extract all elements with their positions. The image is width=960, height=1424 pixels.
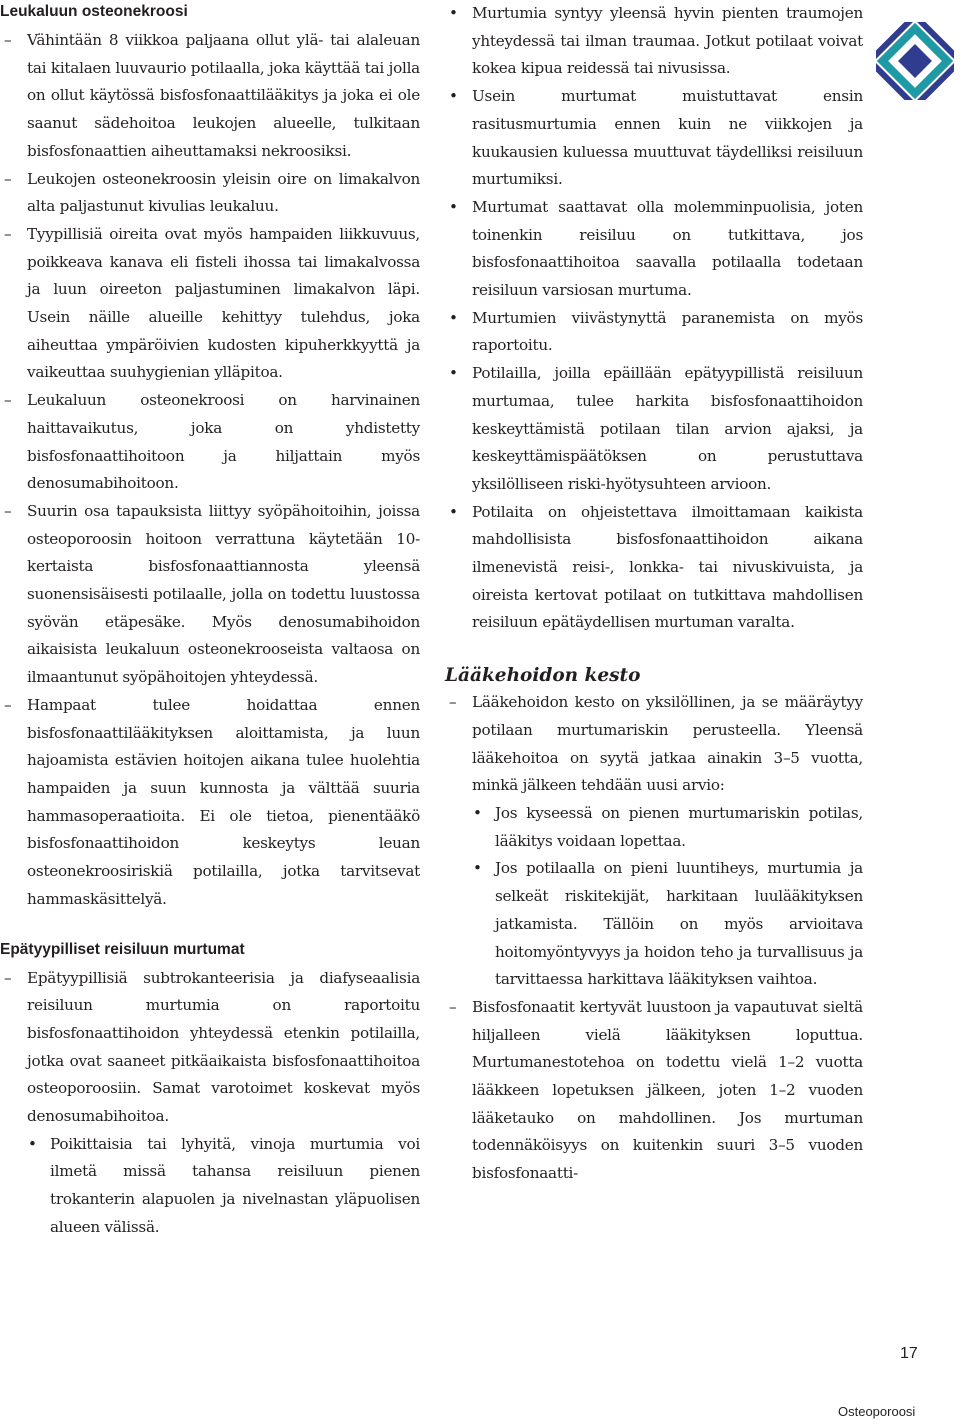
list-item bbox=[0, 221, 420, 387]
footer-title: Osteoporoosi bbox=[838, 1404, 916, 1419]
dash-marker: – bbox=[4, 391, 12, 410]
dash-marker: – bbox=[449, 693, 457, 712]
list-item bbox=[445, 305, 863, 360]
jaw-osteonecrosis-list bbox=[0, 27, 420, 914]
list-item bbox=[0, 965, 420, 1131]
page-number: 17 bbox=[900, 1345, 918, 1362]
list-item-text: Jos kyseessä on pienen murtumariskin potilas, lääkitys voidaan lopettaa. bbox=[495, 803, 863, 850]
left-column bbox=[0, 0, 420, 1242]
dash-marker: – bbox=[4, 31, 12, 49]
list-item bbox=[0, 166, 420, 221]
dash-marker: – bbox=[449, 997, 457, 1016]
bullet-marker: • bbox=[449, 308, 458, 327]
list-item bbox=[445, 0, 863, 83]
fracture-bullets bbox=[445, 0, 863, 637]
dash-marker: – bbox=[4, 224, 12, 243]
list-item-text: Poikittaisia tai lyhyitä, vinoja murtumia voi ilmetä missä tahansa reisiluun pienen trokanterin alapuolen ja nivelnastan yläpuolisen alueen välissä. bbox=[50, 1134, 420, 1236]
list-item-text: Usein murtumat muistuttavat ensin rasitusmurtumia ennen kuin ne viikkojen ja kuukausien kuluessa muuttuvat täydelliksi reisiluun murtumiksi. bbox=[472, 87, 863, 189]
bullet-marker: • bbox=[473, 803, 482, 822]
list-item bbox=[469, 800, 863, 855]
list-item bbox=[0, 387, 420, 498]
list-item-text: Murtumat saattavat olla molemminpuolisia, joten toinenkin reisiluu on tutkittava, jos bisfosfonaattihoitoa saavalla potilaalla todetaan reisiluun varsiosan murtuma. bbox=[472, 197, 863, 300]
bullet-marker: • bbox=[449, 4, 458, 22]
list-item-text: Tyypillisiä oireita ovat myös hampaiden liikkuvuus, poikkeava kanava eli fisteli ihossa tai limakalvossa ja luun oireeton paljastuminen limakalvon läpi. Usein näille alueille kehittyy tulehdus, joka aiheuttaa ympäröivien kudosten kipuherkkyyttä ja vaikeuttaa suuhygienian ylläpitoa. bbox=[27, 224, 420, 382]
treatment-duration-list bbox=[445, 689, 863, 800]
list-item-text: Murtumien viivästynyttä paranemista on myös raportoitu. bbox=[472, 308, 863, 355]
list-item bbox=[0, 27, 420, 166]
list-item bbox=[445, 499, 863, 638]
bullet-marker: • bbox=[449, 87, 458, 106]
list-item-text: Potilailla, joilla epäillään epätyypillistä reisiluun murtumaa, tulee harkita bisfosfonaattihoidon keskeyttämistä potilaan tilan arvion ajaksi, ja keskeyttämispäätöksen on perustuttava yksilölliseen riski-hyötysuhteen arvioon. bbox=[472, 364, 863, 493]
section-heading-jaw-osteonecrosis: Leukaluun osteonekroosi bbox=[0, 3, 188, 20]
section-heading-treatment-duration: Lääkehoidon kesto bbox=[445, 665, 641, 687]
list-item-text: Vähintään 8 viikkoa paljaana ollut ylä- tai alaleuan tai kitalaen luuvaurio potilaalla, joka käyttää tai jolla on ollut käytössä bisfosfonaattilääkitys ja joka ei ole saanut sädehoitoa leukojen alueelle, tulkitaan bisfosfonaattien aiheuttamaksi nekroosiksi. bbox=[27, 31, 420, 160]
list-item-text: Leukaluun osteonekroosi on harvinainen haittavaikutus, joka on yhdistetty bisfosfonaattihoitoon ja hiljattain myös denosumabihoitoon. bbox=[27, 391, 420, 493]
atypical-fractures-bullets bbox=[24, 1131, 420, 1242]
dash-marker: – bbox=[4, 968, 12, 987]
list-item bbox=[445, 194, 863, 305]
list-item-text: Leukojen osteonekroosin yleisin oire on limakalvon alta paljastunut kivulias leukaluu. bbox=[27, 169, 420, 216]
list-item-text: Bisfosfonaatit kertyvät luustoon ja vapautuvat sieltä hiljalleen vielä lääkityksen loputtua. Murtumanestotehoa on todettu vielä 1–2 vuotta lääkkeen lopetuksen jälkeen, joten 1–2 vuoden lääketauko on mahdollinen. Jos murtuman todennäköisyys on kuitenkin suuri 3–5 vuoden bisfosfonaatti- bbox=[472, 997, 863, 1183]
list-item bbox=[24, 1131, 420, 1242]
list-item-text: Hampaat tulee hoidattaa ennen bisfosfonaattilääkityksen aloittamista, ja luun hajoamista estävien hoitojen aikana tulee huolehtia hampaiden ja suun kunnosta ja välttää suuria hammasoperaatioita. Ei ole tietoa, pienentääkö bisfosfonaattihoidon keskeytys leuan osteonekroosiriskiä potilailla, jotka tarvitsevat hammaskäsittelyä. bbox=[27, 695, 420, 908]
list-item-text: Lääkehoidon kesto on yksilöllinen, ja se määräytyy potilaan murtumariskin perusteella. Yleensä lääkehoitoa on syytä jatkaa ainakin 3–5 vuotta, minkä jälkeen tehdään uusi arvio: bbox=[472, 693, 863, 795]
bullet-marker: • bbox=[28, 1134, 37, 1153]
list-item bbox=[0, 498, 420, 692]
list-item bbox=[445, 994, 863, 1188]
list-item-text: Suurin osa tapauksista liittyy syöpähoitoihin, joissa osteoporoosin hoitoon verrattuna käytetään 10-kertaista bisfosfonaattiannosta yleensä suonensisäisesti potilaalle, jolla on todettu luustossa syövän etäpesäke. Myös denosumabihoidon aikaisista leukaluun osteonekrooseista valtaosa on ilmaantunut syöpähoitojen yhteydessä. bbox=[27, 501, 420, 687]
list-item bbox=[469, 855, 863, 994]
dash-marker: – bbox=[4, 169, 12, 188]
section-heading-atypical-fractures: Epätyypilliset reisiluun murtumat bbox=[0, 940, 245, 958]
list-item bbox=[445, 83, 863, 194]
right-column bbox=[445, 0, 863, 1188]
diamond-logo-icon bbox=[876, 22, 954, 100]
list-item-text: Jos potilaalla on pieni luuntiheys, murtumia ja selkeät riskitekijät, harkitaan luulääkityksen jatkamista. Tällöin on myös arvioitava hoitomyöntyvyys ja hoidon teho ja turvallisuus ja tarvittaessa harkittava lääkityksen vaihtoa. bbox=[495, 859, 863, 989]
treatment-duration-list-2 bbox=[445, 994, 863, 1188]
list-item-text: Epätyypillisiä subtrokanteerisia ja diafyseaalisia reisiluun murtumia on raportoitu bisfosfonaattihoidon yhteydessä etenkin potilailla, jotka ovat saaneet pitkäaikaista bisfosfonaattihoitoa osteoporoosiin. Samat varotoimet koskevat myös denosumabihoitoa. bbox=[27, 968, 420, 1126]
bullet-marker: • bbox=[473, 859, 482, 878]
dash-marker: – bbox=[4, 695, 12, 714]
atypical-fractures-list bbox=[0, 965, 420, 1131]
bullet-marker: • bbox=[449, 364, 458, 383]
list-item bbox=[0, 692, 420, 914]
list-item-text: Potilaita on ohjeistettava ilmoittamaan kaikista mahdollisista bisfosfonaattihoidon aikana ilmenevistä reisi-, lonkka- tai nivuskivuista, ja oireista kertovat potilaat on tutkittava mahdollisen reisiluun epätäydellisen murtuman varalta. bbox=[472, 502, 863, 632]
list-item bbox=[445, 689, 863, 800]
list-item bbox=[445, 360, 863, 499]
bullet-marker: • bbox=[449, 197, 458, 216]
treatment-duration-sub-bullets bbox=[469, 800, 863, 994]
list-item-text: Murtumia syntyy yleensä hyvin pienten traumojen yhteydessä tai ilman traumaa. Jotkut potilaat voivat kokea kipua reidessä tai nivusissa. bbox=[472, 4, 863, 78]
dash-marker: – bbox=[4, 501, 12, 520]
bullet-marker: • bbox=[449, 502, 458, 521]
